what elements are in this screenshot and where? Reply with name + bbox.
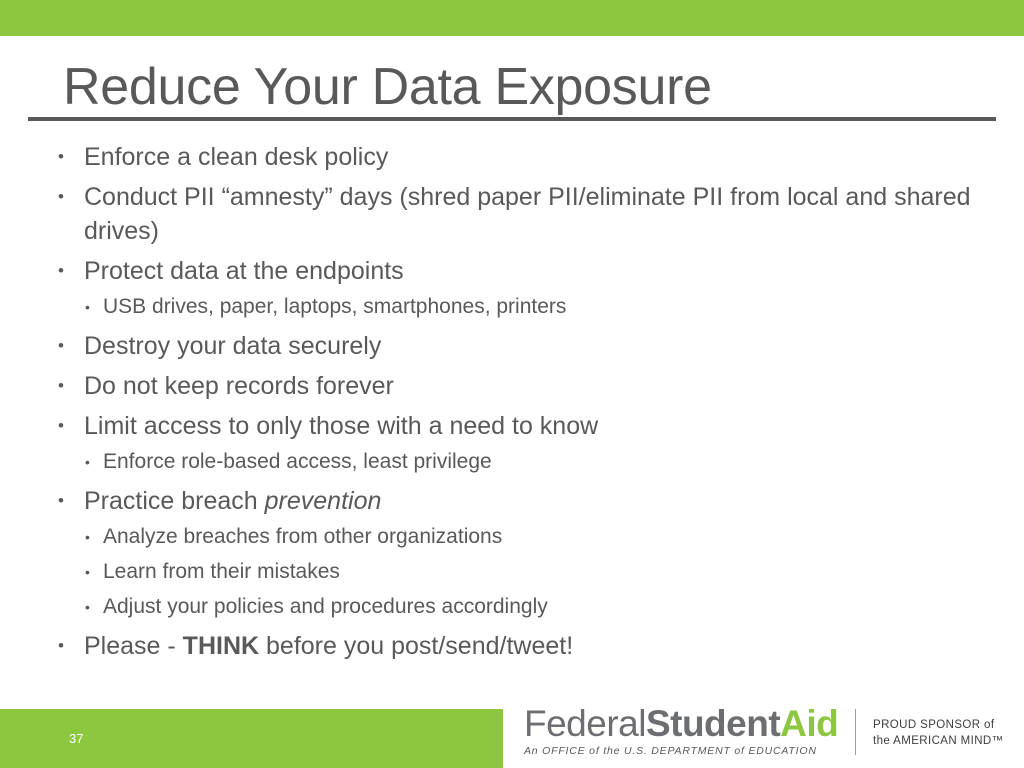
logo-federal: Federal — [524, 703, 646, 744]
sub-bullet-item: • Learn from their mistakes — [58, 557, 1008, 587]
title-underline — [28, 117, 996, 121]
sub-bullet-item: • USB drives, paper, laptops, smartphones, printers — [58, 292, 1008, 322]
bullet-item — [58, 484, 1008, 518]
bullet-item: • Do not keep records forever — [58, 369, 1008, 403]
bullet-item: • Conduct PII “amnesty” days (shred paper PII/eliminate PII from local and shared drives) — [58, 180, 1008, 248]
sponsor-tagline — [873, 717, 1004, 749]
bullet-item: • Protect data at the endpoints — [58, 254, 1008, 288]
logo-wordmark — [524, 704, 838, 744]
bullet-item: • Limit access to only those with a need to know — [58, 409, 1008, 443]
bullet-emphasis: prevention — [264, 487, 382, 515]
bullet-item: • Destroy your data securely — [58, 329, 1008, 363]
sponsor-line-1: PROUD SPONSOR of — [873, 719, 995, 731]
federal-student-aid-logo — [524, 704, 838, 757]
sponsor-line-2: the AMERICAN MIND™ — [873, 735, 1004, 747]
bullet-item: • Enforce a clean desk policy — [58, 140, 1008, 174]
logo-subtitle: An OFFICE of the U.S. DEPARTMENT of EDUCATION — [524, 745, 817, 757]
logo-student: Student — [645, 703, 781, 744]
slide-title: Reduce Your Data Exposure — [63, 58, 712, 116]
bullet-text: Please - — [84, 632, 183, 660]
bullet-item — [58, 629, 1008, 663]
sub-bullet-item: • Analyze breaches from other organizations — [58, 522, 1008, 552]
bullet-text: Practice breach — [84, 487, 265, 515]
page-number: 37 — [69, 731, 84, 746]
sub-bullet-item: • Adjust your policies and procedures accordingly — [58, 592, 1008, 622]
logo-aid: Aid — [780, 703, 839, 744]
sub-bullet-item: • Enforce role-based access, least privilege — [58, 447, 1008, 477]
top-accent-bar — [0, 0, 1024, 36]
bullet-list — [58, 140, 1008, 669]
logo-divider — [855, 709, 856, 755]
bullet-strong: THINK — [182, 632, 260, 660]
bullet-text: before you post/send/tweet! — [259, 632, 574, 660]
